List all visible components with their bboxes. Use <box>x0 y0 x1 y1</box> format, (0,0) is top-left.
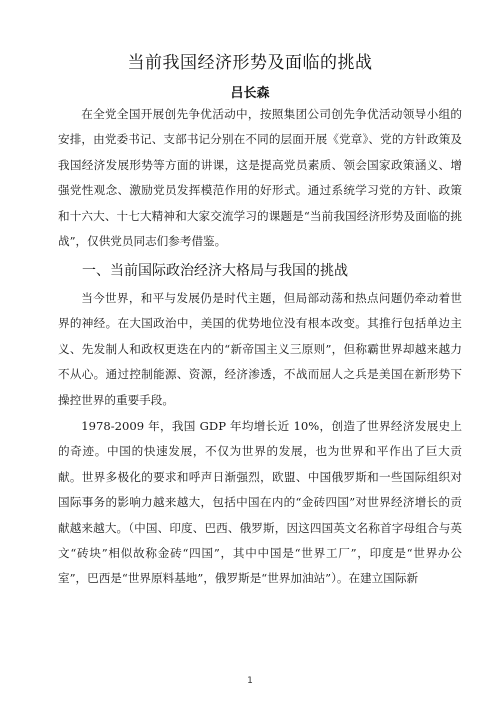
body-paragraph-1: 当今世界，和平与发展仍是时代主题，但局部动荡和热点问题仍牵动着世界的神经。在大国政治中，美国的优势地位没有根本改变。其推行包括单边主义、先发制人和政权更迭在内的“新帝国主义三原则”，但称霸世界却越来越力不从心。通过控制能源、资源，经济渗透，不战而屈人之兵是美国在新形势下操控世界的重要手段。 <box>58 291 462 407</box>
section-heading: 一、当前国际政治经济大格局与我国的挑战 <box>82 263 348 279</box>
page-number: 1 <box>247 676 253 686</box>
document-author: 吕长森 <box>230 86 270 101</box>
document-title: 当前我国经济形势及面临的挑战 <box>127 53 373 73</box>
intro-paragraph: 在全党全国开展创先争优活动中，按照集团公司创先争优活动领导小组的安排，由党委书记、支部书记分别在不同的层面开展《党章》、党的方针政策及我国经济发展形势等方面的讲课，这是提高党员素质、领会国家政策涵义、增强党性观念、激励党员发挥模范作用的好形式。通过系统学习党的方针、政策和十六大、十七大精神和大家交流学习的课题是“当前我国经济形势及面临的挑战”，仅供党员同志们参考借鉴。 <box>58 107 462 249</box>
body-paragraph-2: 1978-2009 年，我国 GDP 年均增长近 10%，创造了世界经济发展史上的奇迹。中国的快速发展，不仅为世界的发展，也为世界和平作出了巨大贡献。世界多极化的要求和呼声日渐强烈，欧盟、中国俄罗斯和一些国际组织对国际事务的影响力越来越大，包括中国在内的“金砖四国”对世界经济增长的贡献越来越大。（中国、印度、巴西、俄罗斯，因这四国英文名称首字母组合与英文“砖块”相似故称金砖“四国”，其中中国是“世界工厂”，印度是“世界办公室”，巴西是“世界原料基地”，俄罗斯是“世界加油站”）。在建立国际新 <box>58 419 462 586</box>
